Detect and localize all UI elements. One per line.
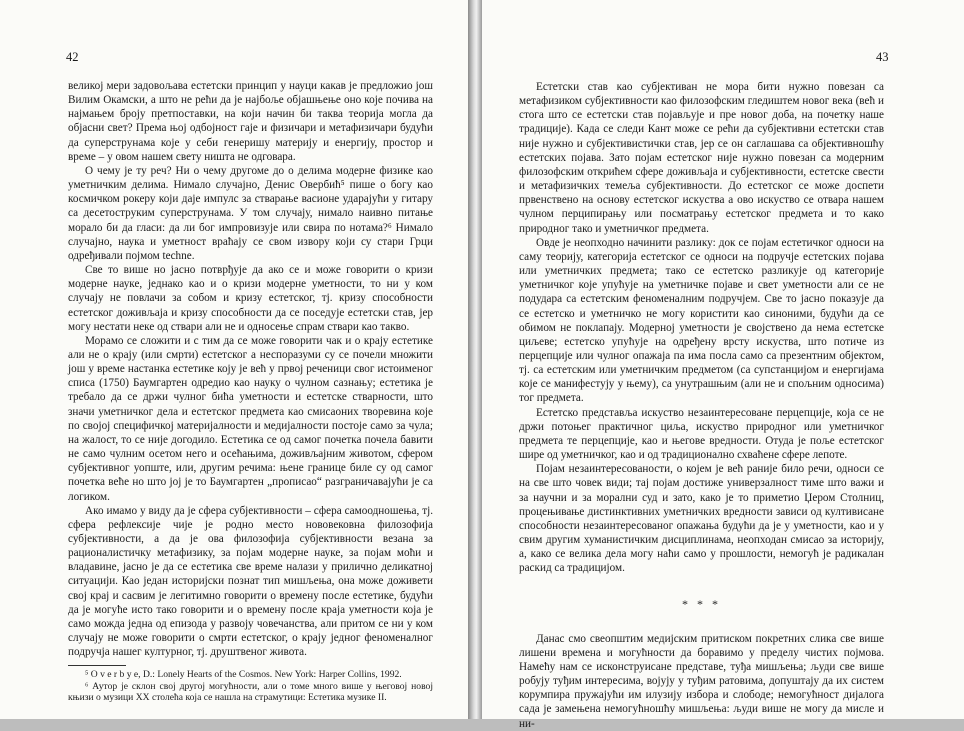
section-separator: * * * <box>682 597 721 612</box>
paragraph: Овде је неопходно начинити разлику: док се појам естетичког односи на саму теорију, категорија естетског се односи на подручје естетских појава или уметничких предмета; тако се естетско разликује од категорије уметничког које упућује на уметничке појаве и свет уметности али се не подудара са естетским феноменалним подручјем. Све то јасно показује да се естетско и уметничко не могу користити као синоними, будући да се обимом не поклапају. Модерној уметности је својствено да нема естетске циљеве; естетско упућује на одређену врсту искуства, што потиче из перцепције или чулног опажаја па има посла само са презентним објектом, тј. са естетским или уметничким предметом (са супстанцијом и енергијама које се манифестују у њему), са унутрашњим (али не и спољним односима) тог предмета. <box>519 236 884 405</box>
paragraph: великој мери задовољава естетски принцип у науци какав је предложио још Вилим Окамски, а што не рећи да је најбоље објашњење оно које почива на најмањем броју претпоставки, на који начин би таква теорија могла да објасни свет? Према њој одбојност гаје и физичари и метафизичари будући да суперструнама које у себи генеришу материју и енергију, простор и време – у овом нашем свету ништа не одговара. <box>68 80 433 163</box>
left-page <box>0 0 468 719</box>
paragraph: Морамо се сложити и с тим да се може говорити чак и о крају естетике али не о крају (или смрти) естетског а неспоразуми су се почели множити још у време настанка естетике коју је већ у првој реченици свог истоименог списа (1750) Баумгартен одредио као науку о чулном сазнању; естетика је требало да се држи чулног бића уметности и естетске стварности, што значи уметничког дела и естетског предмета као смисаоних творевина које по својој специфичкој материјалности и медијалности постоје само за чула; на жалост, то се није догодило. Естетика се од самог почетка почела бавити не само чулним осетом него и осећањима, доживљајним животом, сфером субјективног уопште, или, другим речима: њене границе биле су од самог почетка веће но што јој је то Баумгартен „прописао“ разграничавајући је са логиком. <box>68 334 433 503</box>
footnote: ⁶ Аутор је склон свој другој могућности, али о томе много више у његовој новој књизи о музици XX столећа која се нашла на страмутици: Естетика музике II. <box>68 680 433 704</box>
paragraph: Ако имамо у виду да је сфера субјективности – сфера самоодношења, тј. сфера рефлексије чије је родно место нововековна филозофија субјективности, а да је ова филозофија субјективности везана за рационалистичку метафизику, за појам модерне науке, за појам моћи и владавине, јасно је да се естетика све време налази у прилично деликатној ситуацији. Као један историјски познат тип мишљења, она може доживети свој крај и сасвим је легитимно говорити о времену после естетике, будући да је могуће исто тако говорити и о времену после краја уметности која је само можда једна од епизода у развоју човечанства, али притом се ни у ком случају не може говорити о смрти естетског, о крају једног феноменалног подручја нашег културног, тј. друштвеног живота. <box>68 504 433 659</box>
paragraph: Појам незаинтересованости, о којем је већ раније било речи, односи се на све што човек види; тај појам достиже универзалност тиме што важи и за научни и за морални суд и зато, како је то приметио Џером Столниц, процењивање дистинктивних уметничких вредности зависи од култивисане способности незаинтересованог опажања будући да је у уметности, као и у свим другим хуманистичким дисциплинама, неопходан смисао за историју, а, како се велика дела могу наћи само у прошлости, немогућ је радикалан раскид са традицијом. <box>519 463 884 575</box>
book-gutter <box>468 0 482 719</box>
page-number: 43 <box>876 50 889 64</box>
paragraph: Естетски став као субјективан не мора бити нужно повезан са метафизиком субјективности као филозофским гледиштем новог века (већ и стога што се естетски став појављује и пре новог доба, на почетку наше традиције). Када се следи Кант може се рећи да субјективни естетски став није нужно и субјективистички став, јер се он саглашава са објективношћу естетских појава. Зато појам естетског није нужно повезан са модерним филозофским открићем сфере доживљаја и субјективности, естетске свести и метафизичких темеља субјективности. До естетског се може доспети првенствено на основу естетског искуства а ово искуство се отвара нашем чулном перципирању или посматрању естетског предмета и то како природног тако и уметничког предмета. <box>519 81 884 235</box>
paragraph: Данас смо свеопштим медијским притиском покретних слика све више лишени времена и могућности да боравимо у пределу чистих појмова. Намећу нам се исконструисане представе, туђа мишљења; људи све више робују туђим интересима, војују у туђим ратовима, допуштају да их систем корумпира пружајући им илузију избора и слободе; немогућност дијалога сада је замењена немогућношћу мишљења: људи више не могу да мисле и ни- <box>519 632 884 730</box>
paragraph: Естетско представља искуство незаинтересоване перцепције, која се не држи потоњег практичног циља, искуство природног или уметничког предмета те перцепције, као и његове вредности. Отуда је поље естетског шире од уметничког, као и од традиционално схваћене сфере лепоте. <box>519 406 884 462</box>
page-number: 42 <box>66 50 79 64</box>
footnote-rule <box>68 665 126 666</box>
paragraph: Све то више но јасно потврђује да ако се и може говорити о кризи модерне науке, једнако као и о кризи модерне уметности, то ни у ком случају не повлачи за собом и кризу естетског, тј. кризу способности естетског доживљаја и кризу способности да се поседује естетски став, јер могу нестати неке од ствари али не и односење спрам ствари као такво. <box>68 264 433 333</box>
right-page-text <box>519 80 884 731</box>
footnote: ⁵ O v e r b y e, D.: Lonely Hearts of the Cosmos. New York: Harper Collins, 1992. <box>85 669 402 681</box>
right-page <box>482 0 964 730</box>
paragraph: О чему је ту реч? Ни о чему другоме до о делима модерне физике као уметничким делима. Нимало случајно, Денис Овербић⁵ пише о богу као космичком рокеру који даје импулс за стварање васионе ударајући у гитару са десетоструким суперструнама. У том случају, нимало наивно питање морало би да гласи: да ли бог импровизује или свира по нотама?⁶ Нимало случајно, наука и уметност враћају се свом извору који су стари Грци одређивали појмом techne. <box>68 164 433 262</box>
left-page-text <box>68 79 433 704</box>
